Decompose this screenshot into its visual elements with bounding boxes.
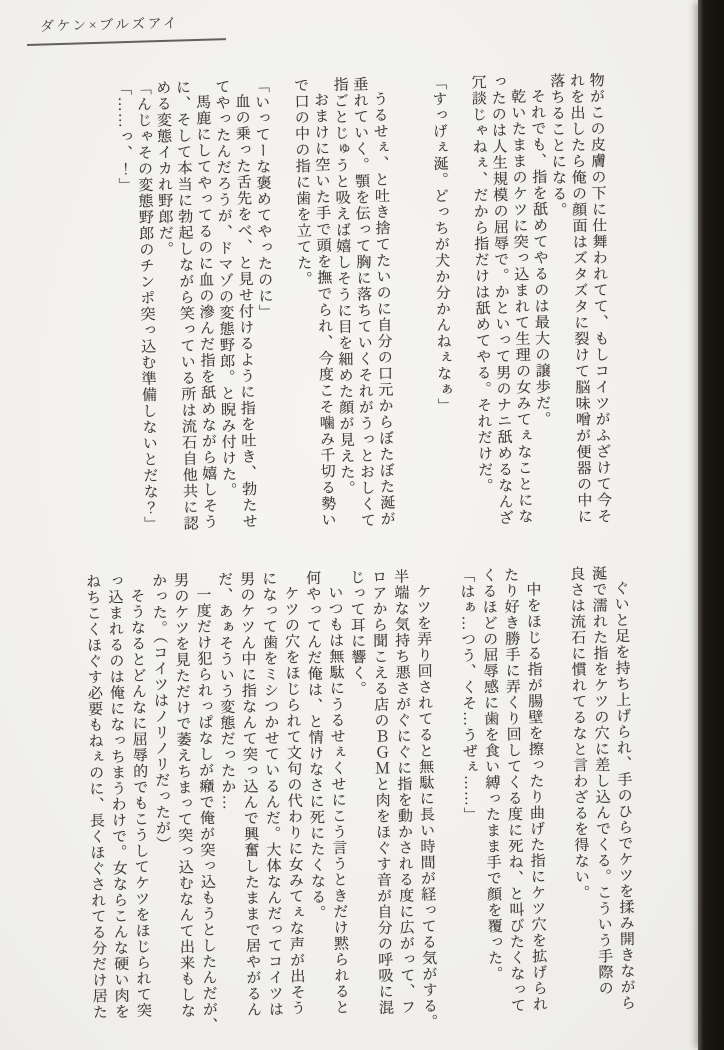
text-line: ケツを弄り回されてると無駄に長い時間が経ってる気がする。 <box>414 583 438 1030</box>
text-line: 「いってーな褒めてやったのに」 <box>253 77 274 321</box>
header-underline <box>27 38 226 45</box>
text-line: くるほどの屈辱感に歯を食い縛ったまま手で顔を覆った。 <box>480 567 503 983</box>
text-line: 指ごとじゅうと吸えば嬉しそうに目を細めた顔が見えた。 <box>331 76 356 497</box>
text-line: じって耳に響く。 <box>348 569 367 698</box>
text-line: 「……っ、！」 <box>115 80 134 194</box>
text-line: おまけに空いた手で頭を撫でられ、今度こそ噛み千切る勢い <box>312 91 337 529</box>
text-line: 良さは流石に慣れてるなと言わざるを得ない。 <box>568 565 590 901</box>
text-line: だ、あぁそういう変態だったか… <box>216 571 236 811</box>
text-line: ケツの穴をほじられて文句の代わりに女みてぇな声が出そう <box>282 585 306 1017</box>
text-line: 半端な気持ち悪さがぐにぐに指を動かされる度に広がって、フ <box>392 568 416 1016</box>
text-line: ぐいと足を持ち上げられ、手のひらでケツを揉み開きながら <box>612 580 636 1011</box>
text-line: れを出したら俺の顔面はズタズタに裂けて脳味噌が便器の中に <box>568 72 593 525</box>
text-line: になって歯をミシつかせているんだ。大体なんだってコイツは <box>260 570 284 1018</box>
text-line: 冗談じゃねぇ、だから指だけは舐めてやる。それだけだ。 <box>469 74 494 495</box>
text-line: たり好き勝手に弄くり回してくる度に死ね、と叫びたくなって <box>502 566 526 1014</box>
text-line: っ込まれるのは俺になっちまうわけで。女ならこんな硬い肉を <box>106 572 130 1020</box>
text-line: 血の乗った舌先をべ、と見せ付けるように指を吐き、勃たせ <box>233 93 258 530</box>
text-line: 男のケツを見ただけで萎えちまって突っ込むなんて出来もしな <box>172 571 196 1019</box>
text-line: 「すっげぇ涎。どっちが犬か分かんねぇなぁ」 <box>430 74 453 415</box>
text-line: に、そして本当に勃起しながら笑っている所は流石自他共に認 <box>174 79 199 532</box>
text-line: 馬鹿にしてやってるのに血の滲んだ指を舐めながら嬉しそう <box>194 93 218 531</box>
text-line: 落ちることになる。 <box>548 72 568 219</box>
text-line: 乾いたままのケツに突っ込まれて生理の女みてぇなことにな <box>509 88 534 525</box>
text-line: ったのは人生規模の屈辱で。かといって男のナニ舐めるなんざ <box>489 73 514 527</box>
text-line: める変態イカれ野郎だ。 <box>154 79 174 258</box>
text-line: かった。（コイツはノリノリだったが） <box>150 572 171 853</box>
text-line: うるせぇ、と吐き捨てたいのに自分の口元からぼたぼた涎が <box>371 90 396 528</box>
text-line: てやったんだろうが、ドマゾの変態野郎。と睨み付けた。 <box>213 78 238 499</box>
page-header-title: ダケン×ブルズアイ <box>39 16 180 35</box>
text-block-top <box>112 72 612 539</box>
text-block-bottom <box>81 565 638 1034</box>
text-line: ロアから聞こえる店のＢＧＭと肉をほぐす音が自分の呼吸に混 <box>370 568 394 1016</box>
text-line: いつもは無駄にうるせぇくせにこう言うときだけ黙られると <box>326 584 350 1016</box>
text-line: そうなるとどんなに屈辱的でもこうしてケツをほじられて突 <box>128 587 152 1019</box>
text-line: 涎で濡れた指をケツの穴に差し込んでくる。こういう手際の <box>590 565 613 997</box>
text-line: 「んじゃその変態野郎のチンポ突っ込む準備しないとだな？」 <box>134 79 159 533</box>
text-line: 「はぁ…つう、くそ…うぜぇ……」 <box>458 567 479 823</box>
text-line: 何やってんだ俺は、と情けなさに死にたくなる。 <box>304 569 326 921</box>
text-line: それでも、指を舐めてやるのは最大の譲歩だ。 <box>529 88 552 428</box>
text-line: 垂れていく。顎を伝って胸に落ちていくそれがうっとおしくて <box>351 76 376 529</box>
text-line: で口の中の指に歯を立てた。 <box>292 77 313 288</box>
text-line: ねちこくほぐす必要もねぇのに、長くほぐされてる分だけ居た <box>84 573 108 1021</box>
text-line: 中をほじる指が腸壁を擦ったり曲げた指にケツ穴を拡げられ <box>524 581 548 1013</box>
text-line: 物がこの皮膚の下に仕舞われてて、もしコイツがふざけて今そ <box>588 72 612 525</box>
scan-edge-shadow <box>698 0 724 1050</box>
text-line: 男のケツん中に指なんて突っ込んで興奮したままで居やがるん <box>238 570 262 1018</box>
text-line: 一度だけ犯られっぱなしが癪で俺が突っ込もうとしたんだが、 <box>194 586 218 1034</box>
